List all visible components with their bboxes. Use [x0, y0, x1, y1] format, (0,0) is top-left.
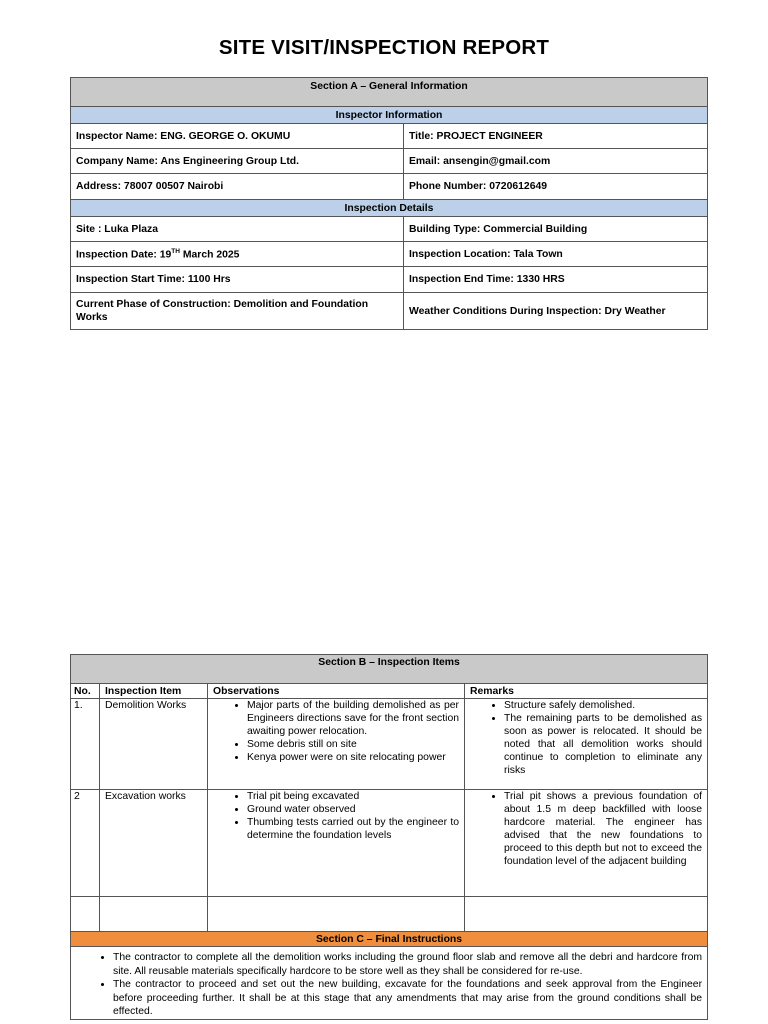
section-c-heading: Section C – Final Instructions — [71, 932, 708, 947]
inspection-date-superscript: TH — [171, 247, 180, 255]
empty-table-row — [71, 897, 708, 932]
observation-item: • Kenya power were on site relocating power — [247, 751, 459, 764]
weather-conditions: Weather Conditions During Inspection: Dry Weather — [404, 293, 708, 330]
table-row — [71, 699, 708, 790]
column-header-inspection-item: Inspection Item — [100, 684, 208, 699]
column-header-no: No. — [71, 684, 100, 699]
general-information-table — [70, 77, 708, 330]
observation-item: • Some debris still on site — [247, 738, 459, 751]
company-name: Company Name: Ans Engineering Group Ltd. — [71, 149, 404, 174]
row-remarks — [465, 790, 708, 897]
address: Address: 78007 00507 Nairobi — [71, 174, 404, 200]
inspector-name: Inspector Name: ENG. GEORGE O. OKUMU — [71, 124, 404, 149]
report-title: SITE VISIT/INSPECTION REPORT — [218, 36, 550, 59]
empty-cell — [208, 897, 465, 932]
table-row — [71, 790, 708, 897]
row-inspection-item: Excavation works — [100, 790, 208, 897]
observation-item: • Ground water observed — [247, 803, 459, 816]
row-observations — [208, 699, 465, 790]
inspection-date — [71, 242, 404, 267]
construction-phase: Current Phase of Construction: Demolition and Foundation Works — [71, 293, 404, 330]
observation-item: • Trial pit being excavated — [247, 790, 459, 803]
column-header-remarks: Remarks — [465, 684, 708, 699]
final-instructions — [71, 947, 708, 1020]
inspection-date-suffix: March 2025 — [179, 249, 240, 261]
column-header-observations: Observations — [208, 684, 465, 699]
instruction-item: • The contractor to complete all the demolition works including the ground floor slab and remove all the debri and hardcore from site. All reusable materials specifically hardcore to be store well as they shall be considered for re-use. — [113, 951, 702, 978]
empty-cell — [465, 897, 708, 932]
site-name: Site : Luka Plaza — [71, 217, 404, 242]
inspection-end-time: Inspection End Time: 1330 HRS — [404, 267, 708, 293]
building-type: Building Type: Commercial Building — [404, 217, 708, 242]
inspector-title: Title: PROJECT ENGINEER — [404, 124, 708, 149]
remark-item: • Trial pit shows a previous foundation of about 1.5 m deep backfilled with loose hardcore material. The engineer has advised that the new foundations to proceed to this depth but not to exceed the foundation level of the adjacent building — [504, 790, 702, 868]
section-a-heading: Section A – General Information — [71, 78, 708, 107]
observation-item: • Thumbing tests carried out by the engineer to determine the foundation levels — [247, 816, 459, 842]
inspection-details-heading: Inspection Details — [71, 200, 708, 217]
instruction-item: • The contractor to proceed and set out the new building, excavate for the foundations and seek approval from the Engineer before proceeding further. It shall be at this stage that any amendments that may arise from the ground conditions shall be effected. — [113, 978, 702, 1019]
row-number: 1. — [71, 699, 100, 790]
inspection-date-prefix: Inspection Date: 19 — [76, 249, 172, 261]
section-b-heading: Section B – Inspection Items — [71, 655, 708, 684]
email: Email: ansengin@gmail.com — [404, 149, 708, 174]
inspection-location: Inspection Location: Tala Town — [404, 242, 708, 267]
remark-item: • Structure safely demolished. — [504, 699, 702, 712]
row-remarks — [465, 699, 708, 790]
observation-item: • Major parts of the building demolished as per Engineers directions save for the front section awaiting power relocation. — [247, 699, 459, 738]
remark-item: • The remaining parts to be demolished as soon as power is relocated. It should be noted that all demolition works should continue to completion to eliminate any risks — [504, 712, 702, 777]
inspection-items-table — [70, 654, 708, 1020]
phone-number: Phone Number: 0720612649 — [404, 174, 708, 200]
empty-cell — [71, 897, 100, 932]
row-observations — [208, 790, 465, 897]
empty-cell — [100, 897, 208, 932]
inspector-information-heading: Inspector Information — [71, 107, 708, 124]
row-inspection-item: Demolition Works — [100, 699, 208, 790]
row-number: 2 — [71, 790, 100, 897]
inspection-start-time: Inspection Start Time: 1100 Hrs — [71, 267, 404, 293]
